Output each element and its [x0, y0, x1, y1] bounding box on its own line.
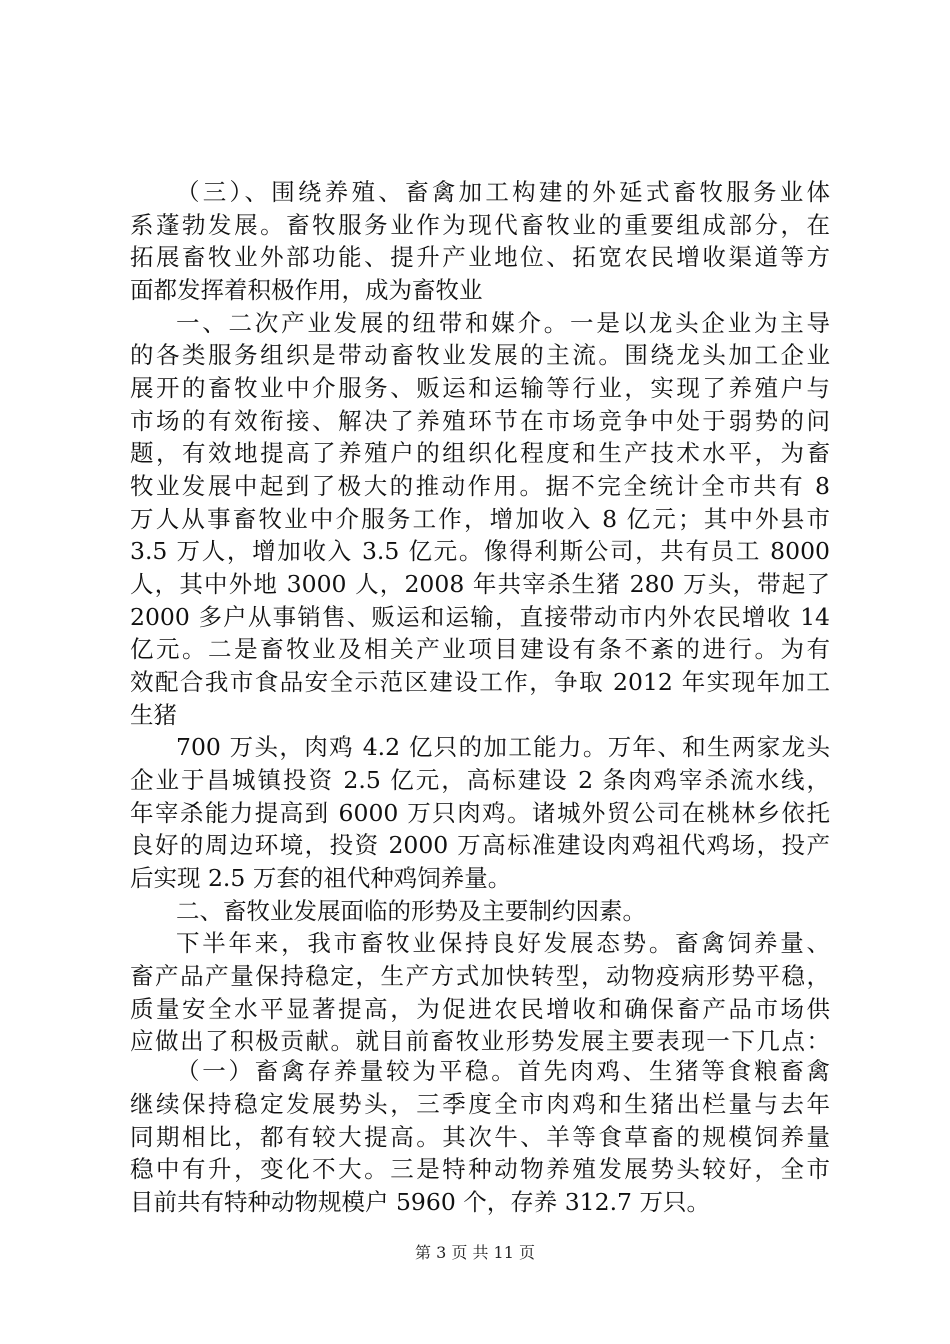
paragraph-line: 生猪	[130, 701, 177, 729]
paragraph-line: 的各类服务组织是带动畜牧业发展的主流。围绕龙头加工企业	[130, 341, 830, 369]
paragraph-line: （一）畜禽存养量较为平稳。首先肉鸡、生猪等食粮畜禽	[176, 1057, 830, 1085]
page-number-footer: 第 3 页 共 11 页	[415, 1243, 535, 1262]
paragraph-line: 效配合我市食品安全示范区建设工作，争取 2012 年实现年加工	[130, 668, 830, 696]
paragraph-line: 牧业发展中起到了极大的推动作用。据不完全统计全市共有 8	[130, 472, 830, 500]
paragraph-line: 同期相比，都有较大提高。其次牛、羊等食草畜的规模饲养量	[130, 1123, 830, 1151]
paragraph-line: 面都发挥着积极作用，成为畜牧业	[130, 276, 483, 304]
paragraph-line: 700 万头，肉鸡 4.2 亿只的加工能力。万年、和生两家龙头	[176, 733, 830, 761]
paragraph-line: 年宰杀能力提高到 6000 万只肉鸡。诸城外贸公司在桃林乡依托	[130, 799, 830, 827]
section-heading: 二、畜牧业发展面临的形势及主要制约因素。	[176, 897, 646, 925]
paragraph-line: 目前共有特种动物规模户 5960 个，存养 312.7 万只。	[130, 1188, 710, 1216]
paragraph-line: 万人从事畜牧业中介服务工作，增加收入 8 亿元；其中外县市	[130, 505, 830, 533]
paragraph-line: 题，有效地提高了养殖户的组织化程度和生产技术水平，为畜	[130, 439, 830, 467]
paragraph-line: 后实现 2.5 万套的祖代种鸡饲养量。	[130, 864, 512, 892]
paragraph-line: 拓展畜牧业外部功能、提升产业地位、拓宽农民增收渠道等方	[130, 243, 830, 271]
paragraph-line: 系蓬勃发展。畜牧服务业作为现代畜牧业的重要组成部分，在	[130, 211, 830, 239]
paragraph-line: 畜产品产量保持稳定，生产方式加快转型，动物疫病形势平稳，	[130, 962, 830, 990]
paragraph-line: 良好的周边环境，投资 2000 万高标准建设肉鸡祖代鸡场，投产	[130, 831, 830, 859]
paragraph-line: 一、二次产业发展的纽带和媒介。一是以龙头企业为主导	[176, 309, 830, 337]
paragraph-line: 市场的有效衔接、解决了养殖环节在市场竞争中处于弱势的问	[130, 407, 830, 435]
paragraph-line: 应做出了积极贡献。就目前畜牧业形势发展主要表现一下几点：	[130, 1027, 830, 1055]
paragraph-line: （三）、围绕养殖、畜禽加工构建的外延式畜牧服务业体	[176, 178, 830, 206]
paragraph-line: 继续保持稳定发展势头，三季度全市肉鸡和生猪出栏量与去年	[130, 1090, 830, 1118]
paragraph-line: 2000 多户从事销售、贩运和运输，直接带动市内外农民增收 14	[130, 603, 830, 631]
paragraph-line: 3.5 万人，增加收入 3.5 亿元。像得利斯公司，共有员工 8000	[130, 537, 830, 565]
paragraph-line: 展开的畜牧业中介服务、贩运和运输等行业，实现了养殖户与	[130, 374, 830, 402]
paragraph-line: 下半年来，我市畜牧业保持良好发展态势。畜禽饲养量、	[176, 929, 830, 957]
paragraph-line: 亿元。二是畜牧业及相关产业项目建设有条不紊的进行。为有	[130, 635, 830, 663]
paragraph-line: 稳中有升，变化不大。三是特种动物养殖发展势头较好，全市	[130, 1155, 830, 1183]
paragraph-line: 企业于昌城镇投资 2.5 亿元，高标建设 2 条肉鸡宰杀流水线，	[130, 766, 830, 794]
paragraph-line: 质量安全水平显著提高，为促进农民增收和确保畜产品市场供	[130, 995, 830, 1023]
paragraph-line: 人，其中外地 3000 人，2008 年共宰杀生猪 280 万头，带起了	[130, 570, 830, 598]
